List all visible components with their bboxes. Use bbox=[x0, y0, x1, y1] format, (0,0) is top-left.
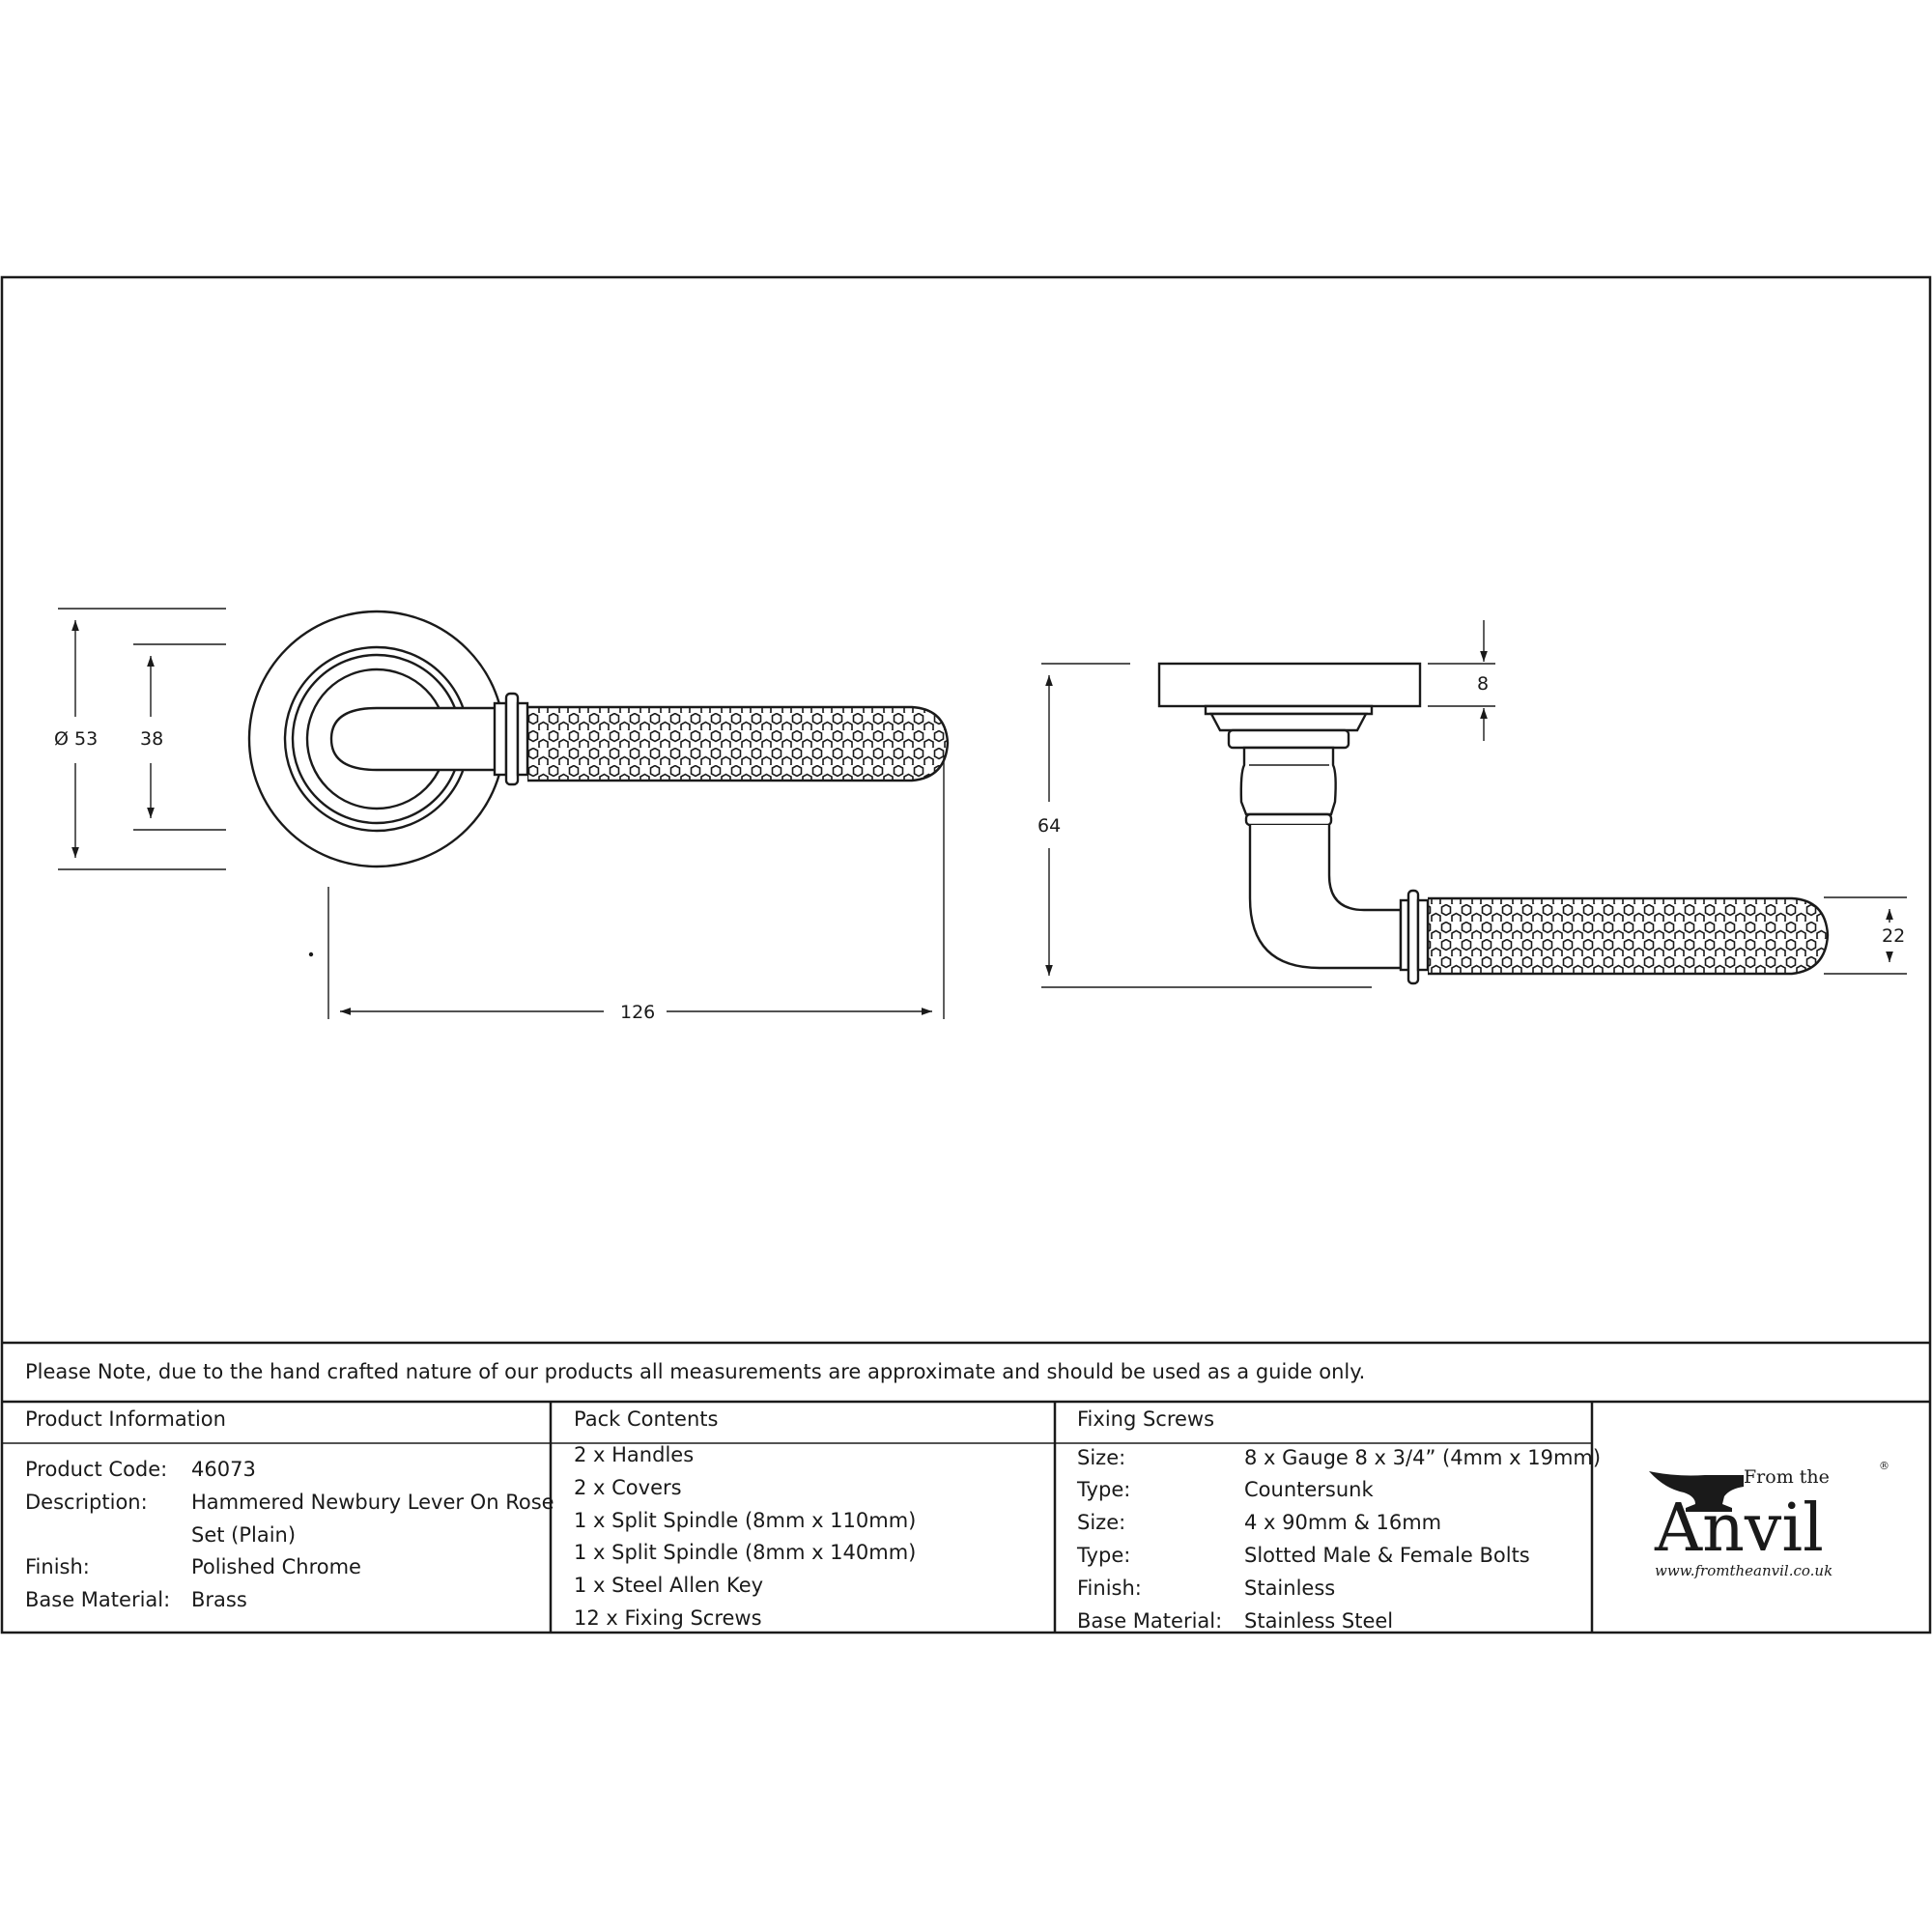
product-code-label: Product Code: bbox=[25, 1458, 168, 1481]
lever-collar bbox=[495, 703, 506, 775]
product-information-heading: Product Information bbox=[25, 1407, 226, 1431]
front-dimensions bbox=[58, 609, 944, 1019]
description-value-line2: Set (Plain) bbox=[191, 1523, 297, 1547]
fixing-screws-heading: Fixing Screws bbox=[1077, 1407, 1215, 1431]
screw-finish-label: Finish: bbox=[1077, 1577, 1142, 1600]
dim-projection: 64 bbox=[1037, 815, 1062, 837]
dim-rose-inner: 38 bbox=[140, 728, 164, 750]
rose-plate bbox=[1159, 664, 1420, 706]
screw-finish-value: Stainless bbox=[1244, 1577, 1336, 1600]
dim-lever-length: 126 bbox=[620, 1002, 656, 1023]
measurement-note: Please Note, due to the hand crafted nature of our products all measurements are approximate and should be used as a guide only. bbox=[25, 1360, 1366, 1383]
screw-type-label: Type: bbox=[1077, 1478, 1131, 1501]
description-label: Description: bbox=[25, 1491, 148, 1514]
dim-rose-diameter: Ø 53 bbox=[54, 728, 99, 750]
svg-text:www.fromtheanvil.co.uk: www.fromtheanvil.co.uk bbox=[1655, 1562, 1833, 1579]
bolt-size-label: Size: bbox=[1077, 1511, 1126, 1534]
screw-base-material-value: Stainless Steel bbox=[1244, 1609, 1394, 1633]
base-material-label: Base Material: bbox=[25, 1588, 171, 1611]
description-value: Hammered Newbury Lever On Rose bbox=[191, 1491, 554, 1514]
list-item: 12 x Fixing Screws bbox=[574, 1606, 762, 1630]
svg-text:From the: From the bbox=[1744, 1466, 1830, 1488]
list-item: 1 x Split Spindle (8mm x 110mm) bbox=[574, 1509, 917, 1532]
front-view-drawing bbox=[249, 611, 952, 867]
anvil-icon bbox=[1647, 1454, 1889, 1579]
screw-base-material-label: Base Material: bbox=[1077, 1609, 1223, 1633]
finish-value: Polished Chrome bbox=[191, 1555, 361, 1578]
lever-neck bbox=[331, 708, 495, 770]
finish-label: Finish: bbox=[25, 1555, 90, 1578]
base-material-value: Brass bbox=[191, 1588, 247, 1611]
screw-size-label: Size: bbox=[1077, 1446, 1126, 1469]
from-the-anvil-logo bbox=[1647, 1454, 1889, 1579]
list-item: 1 x Steel Allen Key bbox=[574, 1574, 764, 1597]
lever-stem bbox=[1241, 748, 1336, 814]
list-item: 1 x Split Spindle (8mm x 140mm) bbox=[574, 1541, 917, 1564]
dim-grip-height: 22 bbox=[1882, 925, 1906, 947]
bolt-size-value: 4 x 90mm & 16mm bbox=[1244, 1511, 1442, 1534]
svg-text:®: ® bbox=[1879, 1460, 1889, 1472]
dim-rose-thickness: 8 bbox=[1477, 673, 1490, 695]
svg-text:Anvil: Anvil bbox=[1655, 1491, 1824, 1567]
screw-size-value: 8 x Gauge 8 x 3/4” (4mm x 19mm) bbox=[1244, 1446, 1602, 1469]
bolt-type-value: Slotted Male & Female Bolts bbox=[1244, 1544, 1530, 1567]
list-item: 2 x Handles bbox=[574, 1443, 695, 1466]
bolt-type-label: Type: bbox=[1077, 1544, 1131, 1567]
screw-type-value: Countersunk bbox=[1244, 1478, 1374, 1501]
lever-elbow bbox=[1250, 825, 1401, 968]
list-item: 2 x Covers bbox=[574, 1476, 682, 1499]
pack-contents-heading: Pack Contents bbox=[574, 1407, 719, 1431]
side-view-drawing bbox=[1159, 664, 1833, 983]
product-code-value: 46073 bbox=[191, 1458, 256, 1481]
